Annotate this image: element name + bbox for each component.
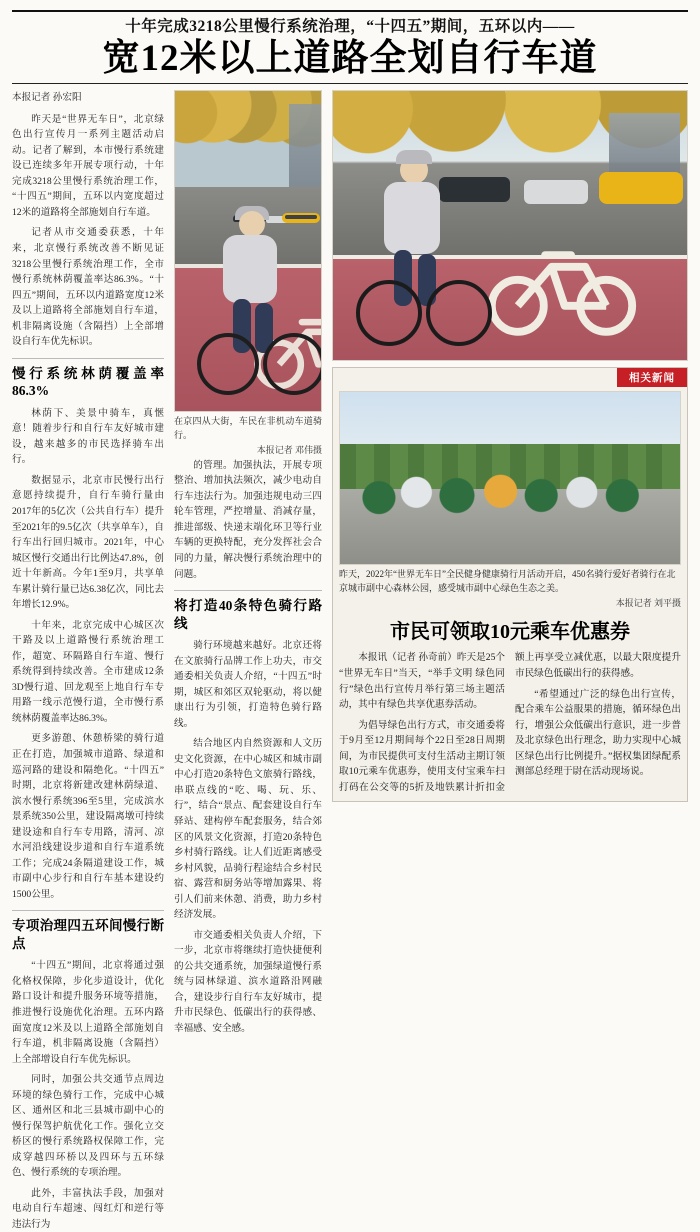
paragraph: 十年来，北京完成中心城区次干路及以上道路慢行系统治理工作，超宽、环隔路自行车道、慢行系统得到持续改善。全市建成12条3D慢行道、回龙观至上地自行车专用路一线示范慢行道，全市慢行系统林荫覆盖率达86.3%。 bbox=[12, 619, 164, 724]
subheading-two: 专项治理四五环间慢行断点 bbox=[12, 910, 164, 952]
cyclist-figure bbox=[193, 211, 313, 391]
car-silver-2 bbox=[524, 180, 588, 204]
paragraph: 骑行环境越来越好。北京还将在文旅骑行品牌工作上功夫，市交通委相关负责人介绍，“十四五”时期，城区和郊区双轮驱动，将以健康出行为引领，打造特色骑行路线。 bbox=[174, 640, 322, 729]
masthead-rule-bottom bbox=[12, 83, 688, 84]
photo-building bbox=[289, 104, 321, 200]
related-headline: 市民可领取10元乘车优惠券 bbox=[390, 621, 630, 644]
related-photo-caption: 昨天，2022年“世界无车日”全民健身健康骑行月活动开启，450名骑行爱好者骑行在北京城市副中心森林公园，感受城市副中心绿色生态之美。 bbox=[339, 569, 676, 593]
photo-bike-lane bbox=[174, 90, 322, 412]
paragraph: 为倡导绿色出行方式，市交通委将于9月至12月期间每个22日至28日周期间，为市民提供可支付生活动主期订领取10元乘车优惠券，使用支付宝乘车扫打码在公交等的5折及地铁累计折扣金额上再享受立减优惠，以最大限度提升市民绿色低碳出行的获得感。 bbox=[339, 652, 681, 793]
roadside-building bbox=[609, 113, 680, 178]
paragraph: “希望通过广泛的绿色出行宣传，配合乘车公益服果的措施，循环绿色出行，增强公众低碳出行意识，进一步普及北京绿色出行理念，助力实现中心城区绿色出行比例提升。”据权集团绿配系测部总经理于尉在活动现场说。 bbox=[515, 688, 681, 778]
bicycle-lane-marking-icon-2 bbox=[482, 220, 642, 350]
paragraph: 结合地区内自然资源和人文历史文化资源，在中心城区和城市副中心打造20条特色文旅骑行路线，串联点线的“吃、喝、玩、乐、行”，结合“景点、配套建设自行车驿站、建构停车配套服务，结合郊区的风景文化资源，打造20条特色乡村骑行路线。让人们近距离感受乡村风貌，品骑行程途结合乡村民宿、露营和厨务站等增加露果、将引人们前来休憩、消费，助力乡村经济发展。 bbox=[174, 738, 322, 921]
paragraph: 昨天是“世界无车日”，北京绿色出行宣传月一系列主题活动启动。记者了解到，本市慢行系统建设已连续多年开展专项行动，十年完成3218公里慢行系统治理工作，“十四五”期间，五环以内宽度超过12米的道路将全部施划自行车道。 bbox=[12, 113, 164, 218]
paragraph: “十四五”期间，北京将通过强化格权保障，步化步道设计，优化路口设计和提升服务环境等措施，推进慢行设施优化治理。五环内路面宽度12米及以上道路全部施划自行车道，机非隔离设施（含隔挡）上全部增设自行车优先标识。 bbox=[12, 960, 164, 1065]
paragraph: 此外，丰富执法手段，加强对电动自行车超速、闯红灯和逆行等违法行为 bbox=[12, 1187, 164, 1230]
page-headline: 宽12米以上道路全划自行车道 bbox=[102, 38, 598, 80]
photo-group-ride bbox=[339, 391, 681, 565]
subheading-three: 将打造40条特色骑行路线 bbox=[174, 590, 322, 632]
paragraph: 数据显示，北京市民慢行出行意愿持续提升，自行车骑行量由2017年的5亿次（公共自行车）提升至2021年的9.5亿次（共享单车），自行车出行回归城市。2021年，中心城区慢行交通出行比例达47.8%，创近十年新高。今年1至9月，共享单车累计骑行量已达6.38亿次，同比去年增长12.9%。 bbox=[12, 474, 164, 611]
related-photo-credit: 本报记者 刘平摄 bbox=[615, 598, 681, 609]
masthead-rule-top bbox=[12, 10, 688, 12]
column-one bbox=[12, 90, 164, 1230]
photo-street-wide bbox=[332, 90, 688, 361]
cyclist-figure-2 bbox=[354, 154, 484, 344]
related-news-box bbox=[332, 367, 688, 802]
photo-caption: 在京四从大街，车民在非机动车道骑行。 bbox=[174, 416, 322, 440]
byline: 本报记者 孙宏阳 bbox=[12, 92, 82, 104]
paragraph: 同时，加强公共交通节点周边环境的绿色骑行工作，完成中心城区、通州区和北三县城市副中心的慢行保驾护航优化工作。强化立交桥区的慢行系统路权保障工作，完成穿越四环桥以及四环与五环绿色、慢行系统的专项治理。 bbox=[12, 1074, 164, 1179]
paragraph: 记者从市交通委获悉，十年来，北京慢行系统改善不断见证3218公里慢行系统治理工作，全市慢行系统林荫覆盖率达86.3%。“十四五”期间，五环以内道路宽度12米及以上道路将全部施划自行车道，机非隔离设施（含隔挡）上全部增设自行车优先标识。 bbox=[12, 227, 164, 348]
paragraph: 的管理。加强执法，开展专项整治、增加执法频次，减少电动自行车违法行为。加强违规电动三四轮车管理，严控增量、消减存量，推进部级、快递末端化环卫等行业车辆的更换特配，充分发挥社会合同的力量，解决慢行系统治理中的问题。 bbox=[174, 459, 322, 580]
kicker-text: 十年完成3218公里慢行系统治理，“十四五”期间，五环以内—— bbox=[125, 18, 575, 35]
column-two bbox=[174, 90, 322, 1034]
right-section bbox=[332, 90, 688, 802]
paragraph: 本报讯（记者 孙奇前）昨天是25个“世界无车日”当天，“举手文明 绿色同行”绿色出行宣传月举行第三场主题活动，其中有绿色共享优惠券活动。 bbox=[339, 652, 505, 711]
paragraph: 市交通委相关负责人介绍，下一步，北京市将继续打造快捷便利的公共交通系统，加强绿道慢行系统与园林绿道、滨水道路沿网融合，建设步行自行车友好城市，提升市民绿色、低碳出行的获得感、幸福感、安全感。 bbox=[174, 929, 322, 1034]
photo-credit: 本报记者 邓伟摄 bbox=[256, 445, 322, 456]
related-news-badge: 相关新闻 bbox=[617, 368, 687, 387]
article-columns bbox=[12, 90, 688, 1230]
paragraph: 林荫下、美景中骑车，真惬意！随着步行和自行车友好城市建设，越来越多的市民选择骑车出行。 bbox=[12, 407, 164, 466]
paragraph: 更多游憩、休憩桥梁的骑行道正在打造，加强城市道路、绿道和巡河路的建设和隔绝化。“十四五”时期，北京将新建改建林荫绿道、滨水慢行系统396至5里，完成滨水景系统350公里，建设隔离墩可持续建设途和自行车专用路，清河、凉水河沿线建设步道和自行车道系统工作；完成24条隔道建设工作，城市副中心步行和自行车基本建设约1500公里。 bbox=[12, 733, 164, 900]
subheading-one: 慢行系统林荫覆盖率86.3% bbox=[12, 358, 164, 400]
taxi-cab-2 bbox=[599, 172, 684, 204]
related-body bbox=[339, 650, 681, 795]
red-bike-lane bbox=[175, 264, 321, 411]
